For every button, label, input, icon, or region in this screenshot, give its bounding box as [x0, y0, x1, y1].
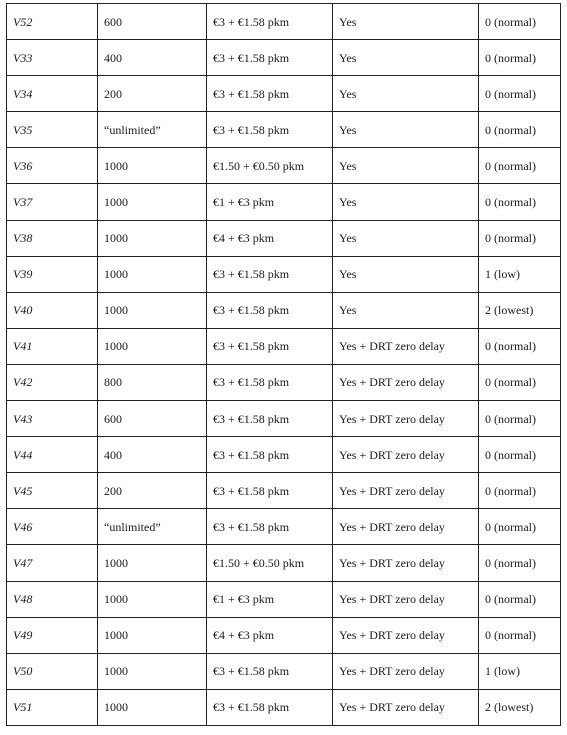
access-cell: Yes [333, 220, 479, 256]
access-cell: Yes + DRT zero delay [333, 581, 479, 617]
count-cell: 200 [98, 473, 207, 509]
variant-cell: V44 [7, 437, 98, 473]
priority-cell: 0 (normal) [479, 184, 561, 220]
fare-cell: €3 + €1.58 pkm [207, 689, 333, 725]
count-cell: 1000 [98, 617, 207, 653]
count-cell: 600 [98, 4, 207, 40]
variant-cell: V39 [7, 256, 98, 292]
variant-cell: V42 [7, 364, 98, 400]
scenario-table-body [7, 4, 561, 726]
variant-cell: V51 [7, 689, 98, 725]
count-cell: 1000 [98, 256, 207, 292]
priority-cell: 0 (normal) [479, 437, 561, 473]
variant-cell: V49 [7, 617, 98, 653]
count-cell: 1000 [98, 148, 207, 184]
access-cell: Yes + DRT zero delay [333, 689, 479, 725]
fare-cell: €3 + €1.58 pkm [207, 509, 333, 545]
scenario-table-container [6, 3, 561, 726]
fare-cell: €3 + €1.58 pkm [207, 256, 333, 292]
variant-cell: V37 [7, 184, 98, 220]
variant-cell: V35 [7, 112, 98, 148]
table-row [7, 617, 561, 653]
table-row [7, 401, 561, 437]
table-row [7, 545, 561, 581]
count-cell: “unlimited” [98, 509, 207, 545]
priority-cell: 0 (normal) [479, 220, 561, 256]
variant-cell: V50 [7, 653, 98, 689]
count-cell: 1000 [98, 581, 207, 617]
priority-cell: 0 (normal) [479, 4, 561, 40]
fare-cell: €3 + €1.58 pkm [207, 437, 333, 473]
fare-cell: €3 + €1.58 pkm [207, 328, 333, 364]
priority-cell: 0 (normal) [479, 364, 561, 400]
count-cell: 1000 [98, 292, 207, 328]
table-row [7, 328, 561, 364]
fare-cell: €3 + €1.58 pkm [207, 40, 333, 76]
priority-cell: 0 (normal) [479, 581, 561, 617]
count-cell: “unlimited” [98, 112, 207, 148]
fare-cell: €3 + €1.58 pkm [207, 76, 333, 112]
priority-cell: 2 (lowest) [479, 292, 561, 328]
table-row [7, 581, 561, 617]
variant-cell: V34 [7, 76, 98, 112]
access-cell: Yes + DRT zero delay [333, 653, 479, 689]
variant-cell: V40 [7, 292, 98, 328]
fare-cell: €3 + €1.58 pkm [207, 653, 333, 689]
fare-cell: €3 + €1.58 pkm [207, 292, 333, 328]
count-cell: 1000 [98, 328, 207, 364]
access-cell: Yes [333, 4, 479, 40]
variant-cell: V36 [7, 148, 98, 184]
access-cell: Yes + DRT zero delay [333, 328, 479, 364]
priority-cell: 1 (low) [479, 653, 561, 689]
access-cell: Yes + DRT zero delay [333, 617, 479, 653]
table-row [7, 112, 561, 148]
priority-cell: 0 (normal) [479, 509, 561, 545]
table-row [7, 4, 561, 40]
fare-cell: €3 + €1.58 pkm [207, 401, 333, 437]
table-row [7, 364, 561, 400]
table-row [7, 509, 561, 545]
table-row [7, 437, 561, 473]
priority-cell: 0 (normal) [479, 40, 561, 76]
variant-cell: V43 [7, 401, 98, 437]
access-cell: Yes + DRT zero delay [333, 364, 479, 400]
priority-cell: 1 (low) [479, 256, 561, 292]
count-cell: 600 [98, 401, 207, 437]
access-cell: Yes [333, 256, 479, 292]
fare-cell: €4 + €3 pkm [207, 617, 333, 653]
priority-cell: 0 (normal) [479, 328, 561, 364]
variant-cell: V46 [7, 509, 98, 545]
table-row [7, 220, 561, 256]
count-cell: 400 [98, 437, 207, 473]
scenario-table [6, 3, 561, 726]
priority-cell: 0 (normal) [479, 112, 561, 148]
access-cell: Yes [333, 148, 479, 184]
priority-cell: 0 (normal) [479, 545, 561, 581]
count-cell: 400 [98, 40, 207, 76]
table-row [7, 689, 561, 725]
access-cell: Yes [333, 40, 479, 76]
fare-cell: €3 + €1.58 pkm [207, 112, 333, 148]
table-row [7, 256, 561, 292]
fare-cell: €4 + €3 pkm [207, 220, 333, 256]
count-cell: 1000 [98, 689, 207, 725]
count-cell: 200 [98, 76, 207, 112]
fare-cell: €1 + €3 pkm [207, 581, 333, 617]
fare-cell: €3 + €1.58 pkm [207, 473, 333, 509]
access-cell: Yes + DRT zero delay [333, 545, 479, 581]
table-row [7, 40, 561, 76]
count-cell: 1000 [98, 184, 207, 220]
count-cell: 1000 [98, 545, 207, 581]
access-cell: Yes + DRT zero delay [333, 401, 479, 437]
count-cell: 1000 [98, 220, 207, 256]
access-cell: Yes + DRT zero delay [333, 509, 479, 545]
table-row [7, 292, 561, 328]
priority-cell: 0 (normal) [479, 617, 561, 653]
count-cell: 800 [98, 364, 207, 400]
variant-cell: V52 [7, 4, 98, 40]
fare-cell: €1.50 + €0.50 pkm [207, 148, 333, 184]
table-row [7, 76, 561, 112]
access-cell: Yes [333, 76, 479, 112]
table-row [7, 473, 561, 509]
access-cell: Yes + DRT zero delay [333, 437, 479, 473]
priority-cell: 0 (normal) [479, 76, 561, 112]
access-cell: Yes + DRT zero delay [333, 473, 479, 509]
fare-cell: €3 + €1.58 pkm [207, 4, 333, 40]
variant-cell: V38 [7, 220, 98, 256]
fare-cell: €1 + €3 pkm [207, 184, 333, 220]
variant-cell: V41 [7, 328, 98, 364]
fare-cell: €1.50 + €0.50 pkm [207, 545, 333, 581]
variant-cell: V33 [7, 40, 98, 76]
table-row [7, 184, 561, 220]
table-row [7, 653, 561, 689]
count-cell: 1000 [98, 653, 207, 689]
priority-cell: 0 (normal) [479, 148, 561, 184]
variant-cell: V47 [7, 545, 98, 581]
access-cell: Yes [333, 292, 479, 328]
access-cell: Yes [333, 184, 479, 220]
priority-cell: 2 (lowest) [479, 689, 561, 725]
variant-cell: V45 [7, 473, 98, 509]
variant-cell: V48 [7, 581, 98, 617]
access-cell: Yes [333, 112, 479, 148]
priority-cell: 0 (normal) [479, 473, 561, 509]
table-row [7, 148, 561, 184]
fare-cell: €3 + €1.58 pkm [207, 364, 333, 400]
priority-cell: 0 (normal) [479, 401, 561, 437]
